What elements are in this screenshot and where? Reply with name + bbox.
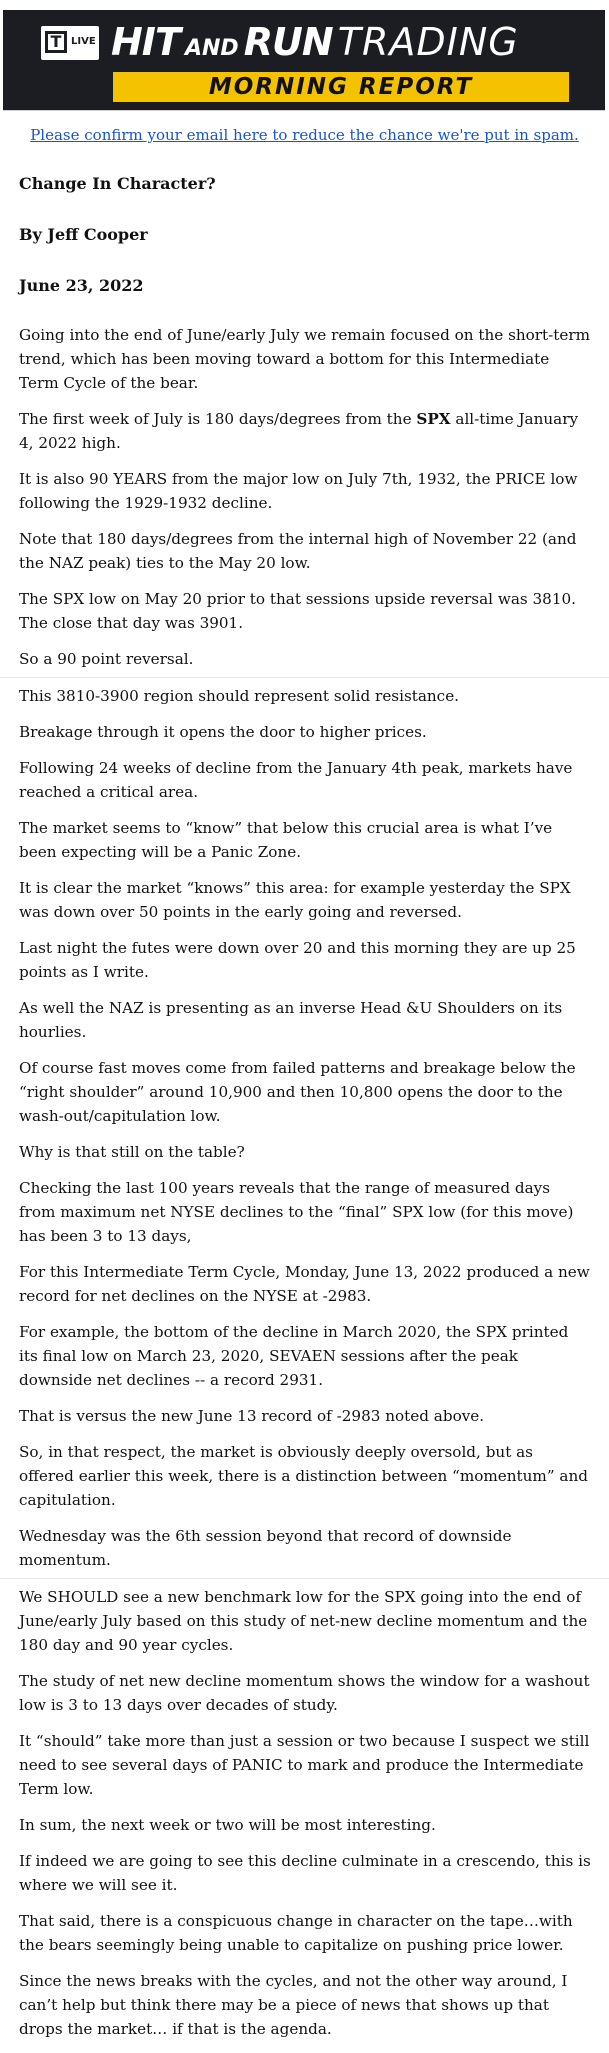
brand-run: RUN <box>243 20 333 64</box>
paragraph-text: all-time January 4, 2022 high. <box>19 410 579 452</box>
paragraph: It “should” take more than just a session or two because I suspect we still need to see several days of PANIC to mark and produce the Intermediate Term low. <box>19 1732 590 1798</box>
section-divider <box>0 1578 609 1579</box>
paragraph: So, in that respect, the market is obviously deeply oversold, but as offered earlier this week, there is a distinction between “momentum” and capitulation. <box>19 1443 588 1509</box>
brand-and: AND <box>184 36 239 61</box>
paragraph: It is also 90 YEARS from the major low on July 7th, 1932, the PRICE low following the 1929-1932 decline. <box>19 470 578 512</box>
paragraph: Going into the end of June/early July we remain focused on the short-term trend, which has been moving toward a bottom for this Intermediate Term Cycle of the bear. <box>19 326 591 392</box>
paragraph: That said, there is a conspicuous change in character on the tape…with the bears seemingly being unable to capitalize on pushing price lower. <box>19 1912 573 1954</box>
paragraph: Checking the last 100 years reveals that the range of measured days from maximum net NYSE declines to the “final” SPX low (for this move) has been 3 to 13 days, <box>19 1179 574 1245</box>
section-divider <box>0 677 609 678</box>
paragraph: We SHOULD see a new benchmark low for the SPX going into the end of June/early July based on this study of net-new decline momentum and the 180 day and 90 year cycles. <box>19 1588 588 1654</box>
spx-bold: SPX <box>416 410 451 428</box>
confirm-email-link[interactable]: Please confirm your email here to reduce the chance we're put in spam. <box>30 126 579 144</box>
brand-hit: HIT <box>111 20 180 64</box>
paragraph: The study of net new decline momentum shows the window for a washout low is 3 to 13 days over decades of study. <box>19 1672 590 1714</box>
paragraph: Why is that still on the table? <box>19 1143 245 1161</box>
brand-trading: TRADING <box>337 20 519 64</box>
paragraph: Note that 180 days/degrees from the internal high of November 22 (and the NAZ peak) ties to the May 20 low. <box>19 530 577 572</box>
tlive-logo[interactable] <box>41 26 99 60</box>
article-byline: By Jeff Cooper <box>19 225 148 244</box>
paragraph: Of course fast moves come from failed patterns and breakage below the “right shoulder” around 10,900 and then 10,800 opens the door to the wash-out/capitulation low. <box>19 1059 576 1125</box>
paragraph: The SPX low on May 20 prior to that sessions upside reversal was 3810. The close that day was 3901. <box>19 590 576 632</box>
paragraph: Wednesday was the 6th session beyond that record of downside momentum. <box>19 1527 512 1569</box>
article-date: June 23, 2022 <box>19 276 144 295</box>
article-body <box>19 174 591 2053</box>
paragraph: In sum, the next week or two will be most interesting. <box>19 1816 436 1834</box>
paragraph: For example, the bottom of the decline in March 2020, the SPX printed its final low on March 23, 2020, SEVAEN sessions after the peak downside net declines -- a record 2931. <box>19 1323 569 1389</box>
paragraph: So a 90 point reversal. <box>19 650 194 668</box>
logo-t-icon: T <box>45 31 67 53</box>
paragraph: Breakage through it opens the door to higher prices. <box>19 723 427 741</box>
article-title: Change In Character? <box>19 174 216 193</box>
paragraph <box>19 407 591 455</box>
paragraph: This 3810-3900 region should represent solid resistance. <box>19 687 460 705</box>
logo-live-label: LIVE <box>71 36 96 47</box>
morning-report-label: MORNING REPORT <box>113 72 569 102</box>
paragraph: Last night the futes were down over 20 and this morning they are up 25 points as I write. <box>19 939 576 981</box>
paragraph: That is versus the new June 13 record of -2983 noted above. <box>19 1407 485 1425</box>
paragraph-text: The first week of July is 180 days/degrees from the <box>19 410 417 428</box>
paragraph: For this Intermediate Term Cycle, Monday, June 13, 2022 produced a new record for net declines on the NYSE at -2983. <box>19 1263 590 1305</box>
report-banner <box>3 10 605 111</box>
paragraph: If indeed we are going to see this decline culminate in a crescendo, this is where we will see it. <box>19 1852 591 1894</box>
paragraph: The market seems to “know” that below this crucial area is what I’ve been expecting will be a Panic Zone. <box>19 819 553 861</box>
brand-title <box>111 20 519 64</box>
paragraph: Following 24 weeks of decline from the January 4th peak, markets have reached a critical area. <box>19 759 573 801</box>
paragraph: It is clear the market “knows” this area: for example yesterday the SPX was down over 50 points in the early going and reversed. <box>19 879 571 921</box>
paragraph: Since the news breaks with the cycles, and not the other way around, I can’t help but think there may be a piece of news that shows up that drops the market… if that is the agenda. <box>19 1972 568 2038</box>
paragraph: As well the NAZ is presenting as an inverse Head &U Shoulders on its hourlies. <box>19 999 563 1041</box>
